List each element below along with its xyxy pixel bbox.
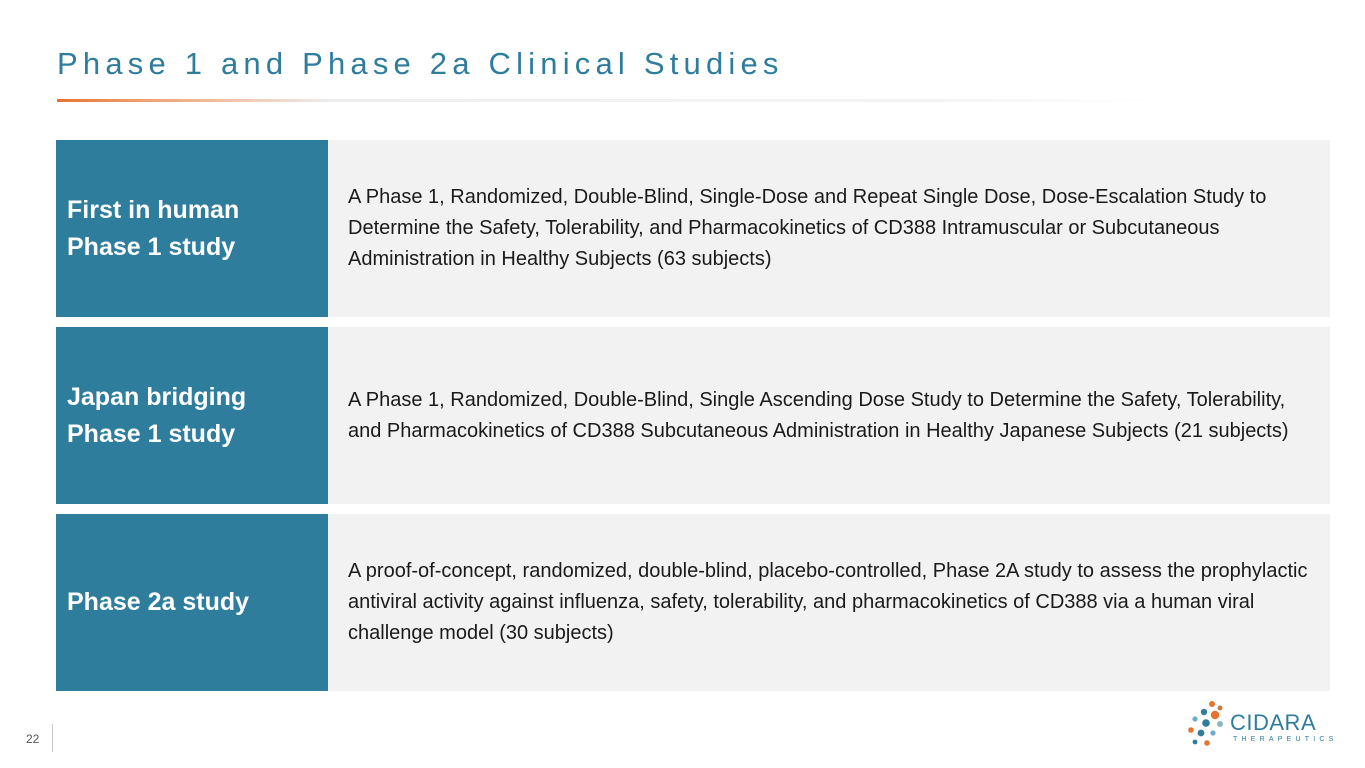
molecule-dots-icon [1186,700,1230,750]
study-label [56,327,328,504]
slide-title: Phase 1 and Phase 2a Clinical Studies [57,46,784,81]
study-label [56,140,328,317]
page-number-divider [52,724,53,752]
study-label-line2: Phase 1 study [67,232,236,261]
study-description: A Phase 1, Randomized, Double-Blind, Single Ascending Dose Study to Determine the Safety, Tolerability, and Pharmacokinetics of CD388 Subcutaneous Administration in Healthy Japanese Subjects (21 subjects) [328,327,1330,504]
logo-subtitle: THERAPEUTICS [1233,736,1338,743]
study-label-line2: Phase 1 study [67,419,236,448]
page-number: 22 [26,732,40,746]
study-label [56,514,328,691]
study-description: A proof-of-concept, randomized, double-blind, placebo-controlled, Phase 2A study to assess the prophylactic antiviral activity against influenza, safety, tolerability, and pharmacokinetics of CD388 via a human viral challenge model (30 subjects) [328,514,1330,691]
study-label-line1: Japan bridging [67,382,247,411]
study-row-japan-bridging [56,327,1330,504]
study-row-first-in-human [56,140,1330,317]
study-label-line1: Phase 2a study [67,588,250,616]
title-underline [57,99,1157,102]
study-label-line1: First in human [67,195,240,224]
study-row-phase-2a [56,514,1330,691]
logo-wordmark: CIDARA [1230,710,1317,735]
study-description: A Phase 1, Randomized, Double-Blind, Single-Dose and Repeat Single Dose, Dose-Escalation Study to Determine the Safety, Tolerability, and Pharmacokinetics of CD388 Intramuscular or Subcutaneous Administration in Healthy Subjects (63 subjects) [328,140,1330,317]
company-logo [1186,700,1338,750]
